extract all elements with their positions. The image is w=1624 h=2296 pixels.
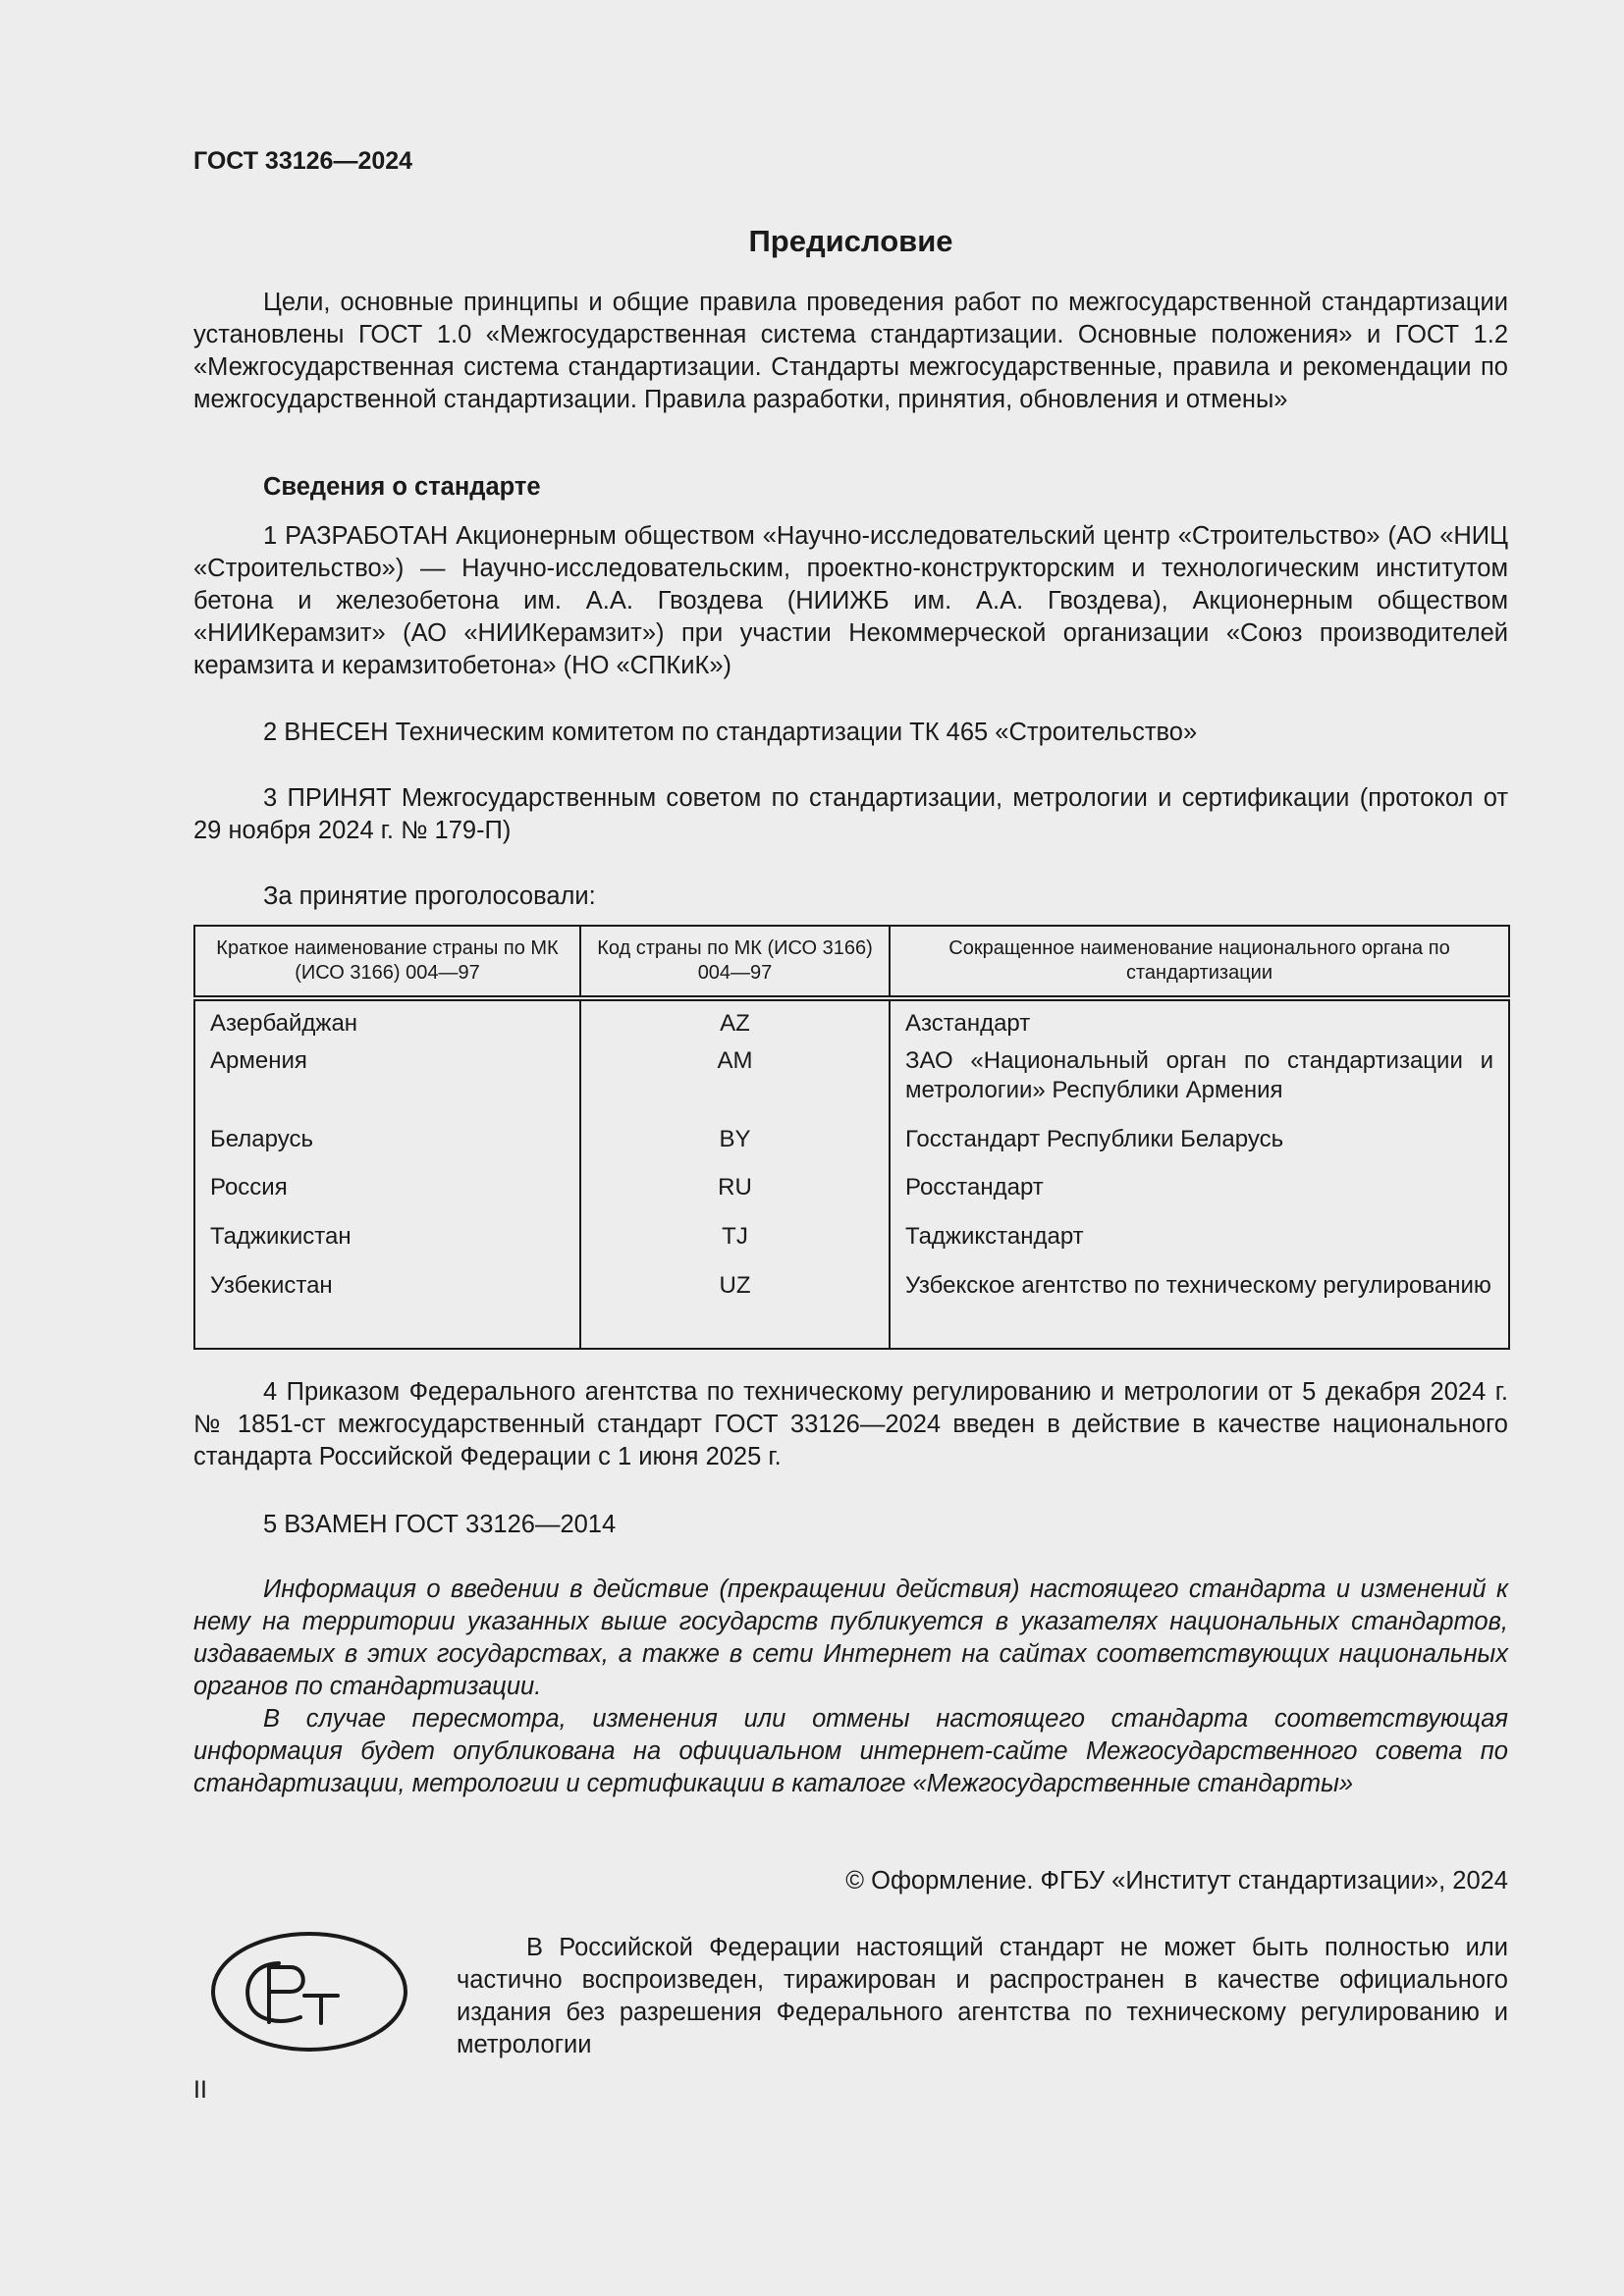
item-4-paragraph: 4 Приказом Федерального агентства по техническому регулированию и метрологии от 5 декабря 2024 г. № 1851-ст межгосударственный стандарт ГОСТ 33126—2024 введен в действие в качестве национального стандарта Российской Федерации с 1 июня 2025 г. — [193, 1378, 1508, 1470]
document-id: ГОСТ 33126—2024 — [193, 147, 413, 175]
cell-country: Азербайджан — [194, 998, 580, 1046]
cell-code: AZ — [580, 998, 890, 1046]
reproduction-notice: В Российской Федерации настоящий стандарт не может быть полностью или частично воспроизведен, тиражирован и распространен в качестве официального издания без разрешения Федерального агентства по техническому регулированию и метрологии — [457, 1934, 1508, 2058]
item-5-block — [193, 1509, 1508, 1541]
cell-code: RU — [580, 1173, 890, 1222]
cell-country: Беларусь — [194, 1125, 580, 1173]
votes-table — [193, 925, 1510, 1350]
cell-body: Азстандарт — [905, 1010, 1031, 1037]
cell-body: Госстандарт Республики Беларусь — [905, 1126, 1284, 1152]
votes-intro: За принятие проголосовали: — [263, 882, 596, 910]
cell-code: UZ — [580, 1271, 890, 1349]
cell-body: Росстандарт — [905, 1174, 1044, 1201]
cell-country: Таджикистан — [194, 1222, 580, 1271]
info-paragraph-1: Информация о введении в действие (прекращении действия) настоящего стандарта и изменений к нему на территории указанных выше государств публикуется в указателях национальных стандартов, издаваемых в этих государствах, а также в сети Интернет на сайтах соответствующих национальных органов по стандартизации. — [193, 1575, 1508, 1700]
page-number: II — [193, 2076, 207, 2104]
info-block — [193, 1574, 1508, 1800]
table-row — [194, 1173, 1509, 1222]
table-row — [194, 998, 1509, 1046]
cell-code: TJ — [580, 1222, 890, 1271]
item-5-paragraph: 5 ВЗАМЕН ГОСТ 33126—2014 — [263, 1511, 617, 1538]
column-header-country: Краткое наименование страны по МК (ИСО 3166) 004—97 — [194, 926, 580, 998]
item-1-block — [193, 520, 1508, 682]
item-3-block — [193, 782, 1508, 847]
cell-country: Армения — [194, 1046, 580, 1125]
item-1-paragraph: 1 РАЗРАБОТАН Акционерным обществом «Научно-исследовательский центр «Строительство» (АО «НИЦ «Строительство») — Научно-исследовательским, проектно-конструкторским и технологическим институтом бетона и железобетона им. А.А. Гвоздева (НИИЖБ им. А.А. Гвоздева), Акционерным обществом «НИИКерамзит» (АО «НИИКерамзит») при участии Некоммерческой организации «Союз производителей керамзита и керамзитобетона» (НО «СПКиК») — [193, 522, 1508, 679]
table-row — [194, 1125, 1509, 1173]
cell-code: AM — [580, 1046, 890, 1125]
intro-block — [193, 287, 1508, 416]
cell-body: Узбекское агентство по техническому регулированию — [905, 1272, 1491, 1299]
cell-code: BY — [580, 1125, 890, 1173]
intro-paragraph: Цели, основные принципы и общие правила проведения работ по межгосударственной стандартизации установлены ГОСТ 1.0 «Межгосударственная система стандартизации. Основные положения» и ГОСТ 1.2 «Межгосударственная система стандартизации. Стандарты межгосударственные, правила и рекомендации по межгосударственной стандартизации. Правила разработки, принятия, обновления и отмены» — [193, 289, 1508, 413]
info-paragraph-2: В случае пересмотра, изменения или отмены настоящего стандарта соответствующая информация будет опубликована на официальном интернет-сайте Межгосударственного совета по стандартизации, метрологии и сертификации в каталоге «Межгосударственные стандарты» — [193, 1705, 1508, 1797]
table-header-row — [194, 926, 1509, 998]
table-row — [194, 1222, 1509, 1271]
cell-body: Таджикстандарт — [905, 1223, 1084, 1250]
rst-certification-mark-icon — [210, 1931, 408, 2053]
column-header-body: Сокращенное наименование национального органа по стандартизации — [890, 926, 1509, 998]
table-row — [194, 1046, 1509, 1125]
item-2-block — [193, 717, 1508, 749]
cell-country: Узбекистан — [194, 1271, 580, 1349]
table-row — [194, 1271, 1509, 1349]
section-subheading: Сведения о стандарте — [263, 473, 541, 501]
item-3-paragraph: 3 ПРИНЯТ Межгосударственным советом по стандартизации, метрологии и сертификации (протокол от 29 ноября 2024 г. № 179-П) — [193, 784, 1508, 844]
column-header-code: Код страны по МК (ИСО 3166) 004—97 — [580, 926, 890, 998]
item-4-block — [193, 1376, 1508, 1473]
document-page — [193, 0, 1508, 2296]
item-2-paragraph: 2 ВНЕСЕН Техническим комитетом по стандартизации ТК 465 «Строительство» — [263, 719, 1198, 746]
page-title: Предисловие — [748, 224, 953, 258]
cell-country: Россия — [194, 1173, 580, 1222]
cell-body: ЗАО «Национальный орган по стандартизации и метрологии» Республики Армения — [905, 1047, 1493, 1103]
copyright-line: © Оформление. ФГБУ «Институт стандартизации», 2024 — [845, 1867, 1508, 1895]
